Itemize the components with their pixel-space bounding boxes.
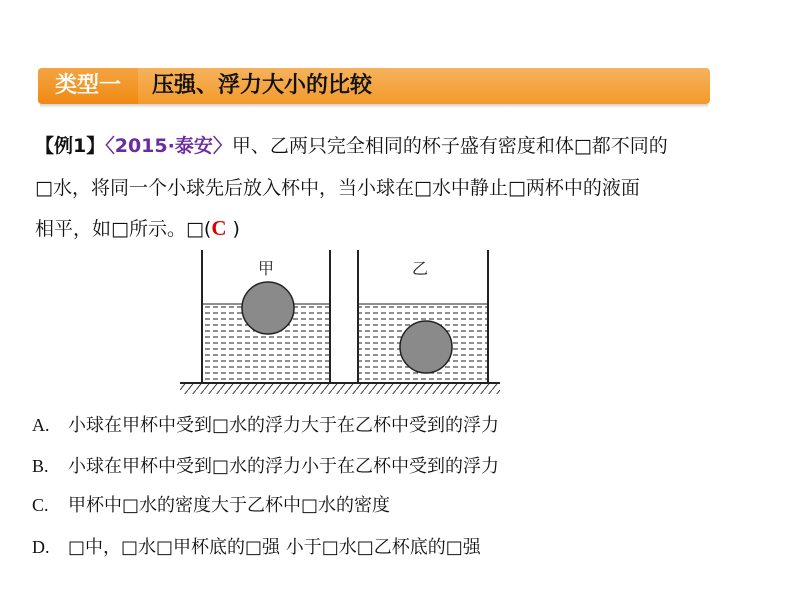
ball-left [242,282,294,334]
option-letter: B. [32,456,49,476]
question-text-3: 相平，如□所示。□( [35,218,212,240]
cup-left-label: 甲 [257,259,275,278]
question-text-1: 甲、乙两只完全相同的杯子盛有密度和体□都不同的 [231,135,668,157]
section-title: 压强、浮力大小的比较 [152,73,373,98]
answer-mark: C [211,216,227,240]
section-type-tag: 类型一 [38,68,138,104]
cup-left [202,250,330,383]
example-label: 【例1】 [35,135,106,157]
cup-right-label: 乙 [411,259,429,278]
question-line-2 [35,174,640,202]
option-d[interactable] [32,534,481,561]
question-text-3-end: ) [226,218,240,240]
ball-right [400,321,452,373]
question-line-3 [35,214,240,243]
option-text: 小球在甲杯中受到□水的浮力大于在乙杯中受到的浮力 [68,415,500,436]
question-source: 〈2015·泰安〉 [105,135,232,157]
section-header-bar [38,68,710,104]
header-divider [40,104,708,108]
option-b[interactable] [32,453,499,480]
option-a[interactable] [32,412,499,439]
option-text: □中，□水□甲杯底的□强 小于□水□乙杯底的□强 [68,537,481,558]
cup-right [358,250,488,383]
question-line-1 [35,132,668,160]
option-letter: D. [32,537,50,557]
option-letter: A. [32,415,50,435]
option-text: 甲杯中□水的密度大于乙杯中□水的密度 [68,495,391,516]
option-letter: C. [32,495,49,515]
option-c[interactable] [32,492,390,519]
ground [180,383,500,394]
cups-figure [180,250,500,400]
option-text: 小球在甲杯中受到□水的浮力小于在乙杯中受到的浮力 [68,456,500,477]
question-text-2: □水，将同一个小球先后放入杯中，当小球在□水中静止□两杯中的液面 [35,177,640,199]
